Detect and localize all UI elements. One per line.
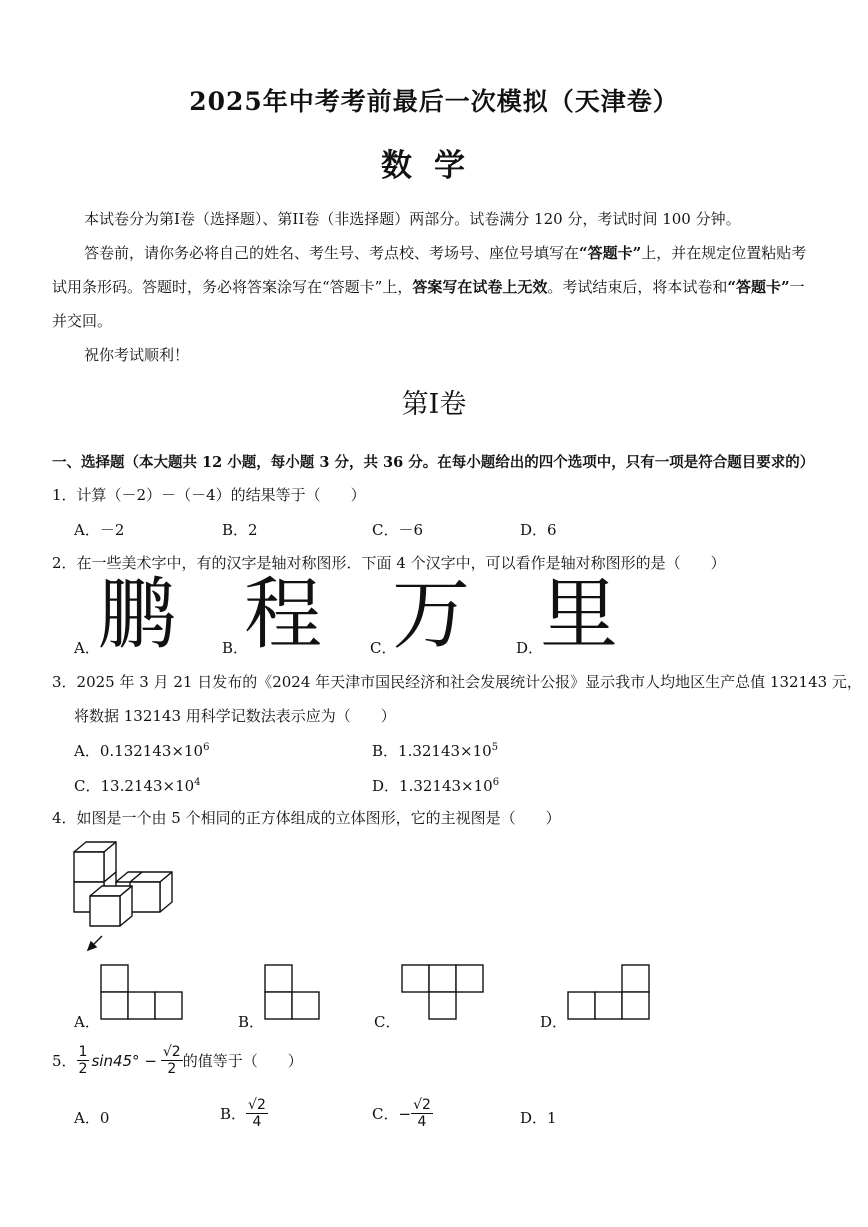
instruction-text: 。考试结束后，将本试卷和 xyxy=(547,278,728,296)
instruction-paragraph-2 xyxy=(84,240,806,267)
fraction-root2-over-4 xyxy=(246,1097,268,1130)
art-character-wan: 万 xyxy=(392,570,471,660)
question-1-option-c[interactable]: C．－6 xyxy=(372,521,424,539)
question-1-option-b[interactable]: B．2 xyxy=(222,521,258,539)
exponent: 4 xyxy=(194,777,201,788)
art-character-li: 里 xyxy=(540,570,619,660)
instruction-paragraph-4: 并交回。 xyxy=(52,312,113,330)
question-2-option-c[interactable]: C． xyxy=(370,639,397,657)
question-3-option-d[interactable] xyxy=(372,775,499,796)
question-2-option-b[interactable]: B． xyxy=(222,639,249,657)
instruction-paragraph-1: 本试卷分为第I卷（选择题）、第II卷（非选择题）两部分。试卷满分 120 分，考试时间 100 分钟。 xyxy=(84,210,741,228)
volume-heading: 第I卷 xyxy=(401,389,467,420)
art-character-cheng: 程 xyxy=(244,570,323,660)
question-3-stem-line-2: 将数据 132143 用科学记数法表示应为（ ） xyxy=(74,707,396,725)
denominator: 2 xyxy=(78,1061,88,1077)
question-3-option-b[interactable] xyxy=(372,740,498,761)
question-5-option-b[interactable] xyxy=(220,1097,268,1130)
cube-stack-figure xyxy=(70,838,182,952)
question-4-stem: 4．如图是一个由 5 个相同的正方体组成的立体图形，它的主视图是（ ） xyxy=(52,809,561,827)
question-2-option-a[interactable]: A． xyxy=(74,639,100,657)
denominator: 4 xyxy=(252,1114,262,1130)
question-2-option-d[interactable]: D． xyxy=(516,639,544,657)
instruction-text: 一 xyxy=(789,278,805,296)
instruction-text: 试用条形码。答题时，务必将答案涂写在“答题卡”上， xyxy=(52,278,413,296)
question-4-option-b[interactable]: B． xyxy=(238,1013,265,1031)
question-3-option-c[interactable] xyxy=(74,775,201,796)
exponent: 6 xyxy=(203,742,210,753)
invalid-answer-emphasis: 答案写在试卷上无效 xyxy=(412,278,548,296)
sine-expression: sin45° − xyxy=(91,1051,157,1070)
front-view-option-a[interactable] xyxy=(101,965,183,1021)
question-number: 5． xyxy=(52,1052,77,1070)
front-view-option-c[interactable] xyxy=(402,965,486,1021)
question-1-stem: 1．计算（－2）－（－4）的结果等于（ ） xyxy=(52,486,366,504)
question-5-option-c[interactable] xyxy=(372,1097,433,1130)
question-5-stem xyxy=(52,1044,303,1077)
question-3-option-a[interactable] xyxy=(74,740,209,761)
question-5-option-a[interactable]: A．0 xyxy=(74,1109,110,1127)
numerator: √2 xyxy=(248,1097,266,1113)
instruction-text: 答卷前，请你务必将自己的姓名、考生号、考点校、考场号、座位号填写在 xyxy=(84,244,580,262)
question-4-option-c[interactable]: C． xyxy=(374,1013,401,1031)
instruction-text: 上，并在规定位置粘贴考 xyxy=(641,244,807,262)
option-text: D．1.32143×10 xyxy=(372,777,493,795)
front-view-option-b[interactable] xyxy=(265,965,321,1021)
option-label: C． xyxy=(372,1105,399,1123)
question-4-option-d[interactable]: D． xyxy=(540,1013,568,1031)
question-1-option-d[interactable]: D．6 xyxy=(520,521,557,539)
exam-title: 2025年中考考前最后一次模拟（天津卷） xyxy=(189,87,679,116)
question-2-stem: 2．在一些美术字中，有的汉字是轴对称图形．下面 4 个汉字中，可以看作是轴对称图形的是（ ） xyxy=(52,554,726,572)
question-5-tail: 的值等于（ ） xyxy=(182,1052,303,1070)
question-1-option-a[interactable]: A．－2 xyxy=(74,521,125,539)
option-text: C．13.2143×10 xyxy=(74,777,195,795)
instruction-paragraph-3 xyxy=(52,274,805,301)
denominator: 4 xyxy=(417,1114,427,1130)
good-luck-text: 祝你考试顺利！ xyxy=(84,346,190,364)
numerator: √2 xyxy=(162,1044,181,1060)
question-5-option-d[interactable]: D．1 xyxy=(520,1109,557,1127)
question-4-option-a[interactable]: A． xyxy=(74,1013,100,1031)
minus-sign: − xyxy=(398,1104,412,1123)
numerator: √2 xyxy=(413,1097,431,1113)
art-character-peng: 鹏 xyxy=(98,570,177,660)
question-3-stem-line-1: 3．2025 年 3 月 21 日发布的《2024 年天津市国民经济和社会发展统计公报》显示我市人均地区生产总值 132143 元， xyxy=(52,673,862,691)
section-heading: 一、选择题（本大题共 12 小题，每小题 3 分，共 36 分。在每小题给出的四个选项中，只有一项是符合题目要求的） xyxy=(52,454,815,471)
exponent: 5 xyxy=(491,742,499,753)
answer-card-emphasis: “答题卡” xyxy=(727,278,790,296)
subject-title: 数学 xyxy=(381,148,487,184)
option-label: B． xyxy=(220,1105,247,1123)
fraction-root2-over-4 xyxy=(411,1097,433,1130)
fraction-root2-over-2 xyxy=(161,1044,183,1077)
option-text: A．0.132143×10 xyxy=(74,742,204,760)
front-view-option-d[interactable] xyxy=(568,965,652,1021)
numerator: 1 xyxy=(78,1044,88,1060)
fraction-one-half xyxy=(77,1044,90,1077)
option-text: B．1.32143×10 xyxy=(372,742,492,760)
answer-card-emphasis: “答题卡” xyxy=(579,244,642,262)
exponent: 6 xyxy=(492,777,500,788)
denominator: 2 xyxy=(167,1061,177,1077)
